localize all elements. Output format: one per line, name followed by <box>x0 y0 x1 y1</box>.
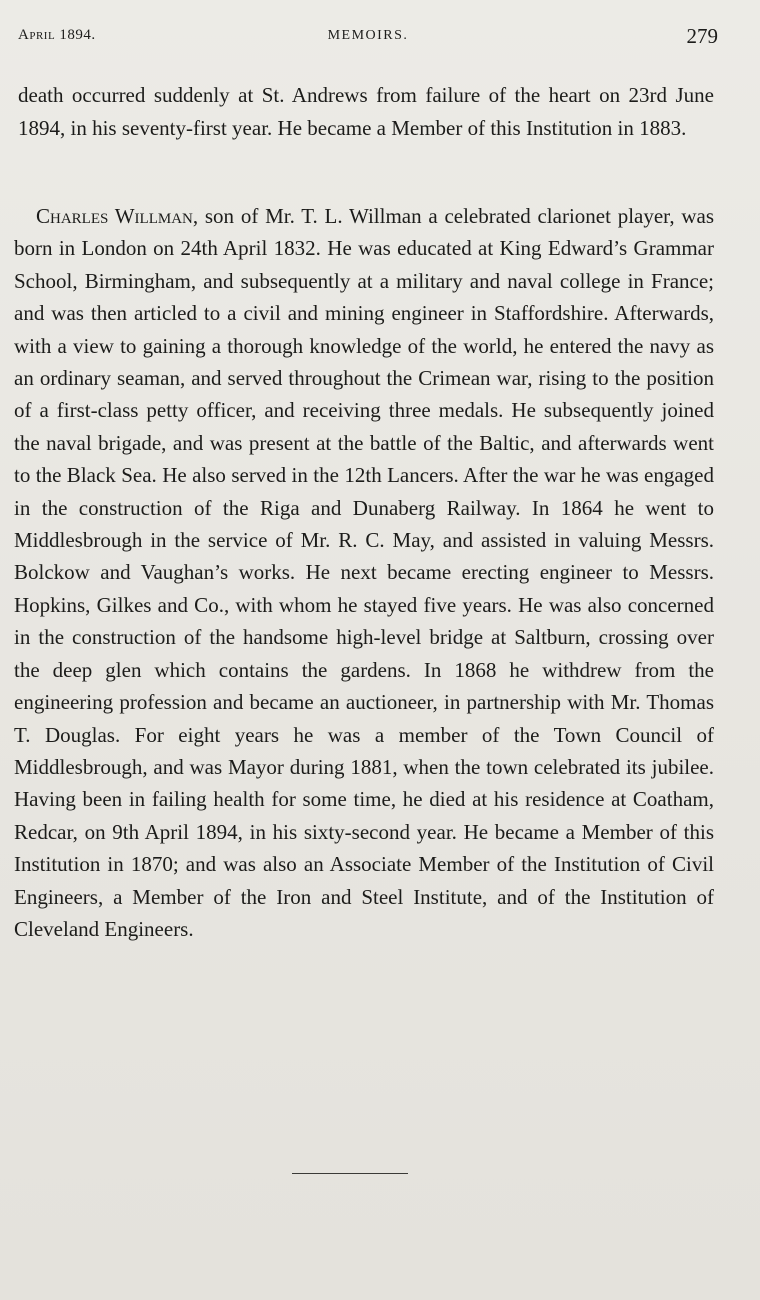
memoir-paragraph <box>14 200 714 945</box>
memoir-name: Charles Willman, <box>36 204 199 228</box>
running-head-date: April 1894. <box>18 27 96 43</box>
end-rule <box>292 1173 408 1174</box>
memoir-body: son of Mr. T. L. Willman a celebrated clarionet player, was born in London on 24th April 1832. He was educated at King Edward’s Grammar School, Birmingham, and subsequently at a military and naval college in France; and was then articled to a civil and mining engineer in Staffordshire. Afterwards, with a view to gaining a thorough knowledge of the world, he entered the navy as an ordinary seaman, and served throughout the Crimean war, rising to the position of a first-class petty officer, and receiving three medals. He subsequently joined the naval brigade, and was present at the battle of the Baltic, and afterwards went to the Black Sea. He also served in the 12th Lancers. After the war he was engaged in the construction of the Riga and Dunaberg Railway. In 1864 he went to Middlesbrough in the service of Mr. R. C. May, and assisted in valuing Messrs. Bolckow and Vaughan’s works. He next became erecting engineer to Messrs. Hopkins, Gilkes and Co., with whom he stayed five years. He was also concerned in the construction of the handsome high-level bridge at Saltburn, crossing over the deep glen which contains the gardens. In 1868 he withdrew from the engineering profession and became an auctioneer, in partnership with Mr. Thomas T. Douglas. For eight years he was a member of the Town Council of Middlesbrough, and was Mayor during 1881, when the town celebrated its jubilee. Having been in failing health for some time, he died at his residence at Coatham, Redcar, on 9th April 1894, in his sixty-second year. He became a Member of this Institution in 1870; and was also an Associate Member of the Institution of Civil Engineers, a Member of the Iron and Steel Institute, and of the Institution of Cleveland Engineers. <box>14 204 715 941</box>
continued-paragraph: death occurred suddenly at St. Andrews from failure of the heart on 23rd June 1894, in his seventy-first year. He became a Member of this Institution in 1883. <box>18 83 714 140</box>
running-head <box>18 24 718 54</box>
running-head-title: MEMOIRS. <box>327 28 409 43</box>
page-number: 279 <box>686 24 718 48</box>
